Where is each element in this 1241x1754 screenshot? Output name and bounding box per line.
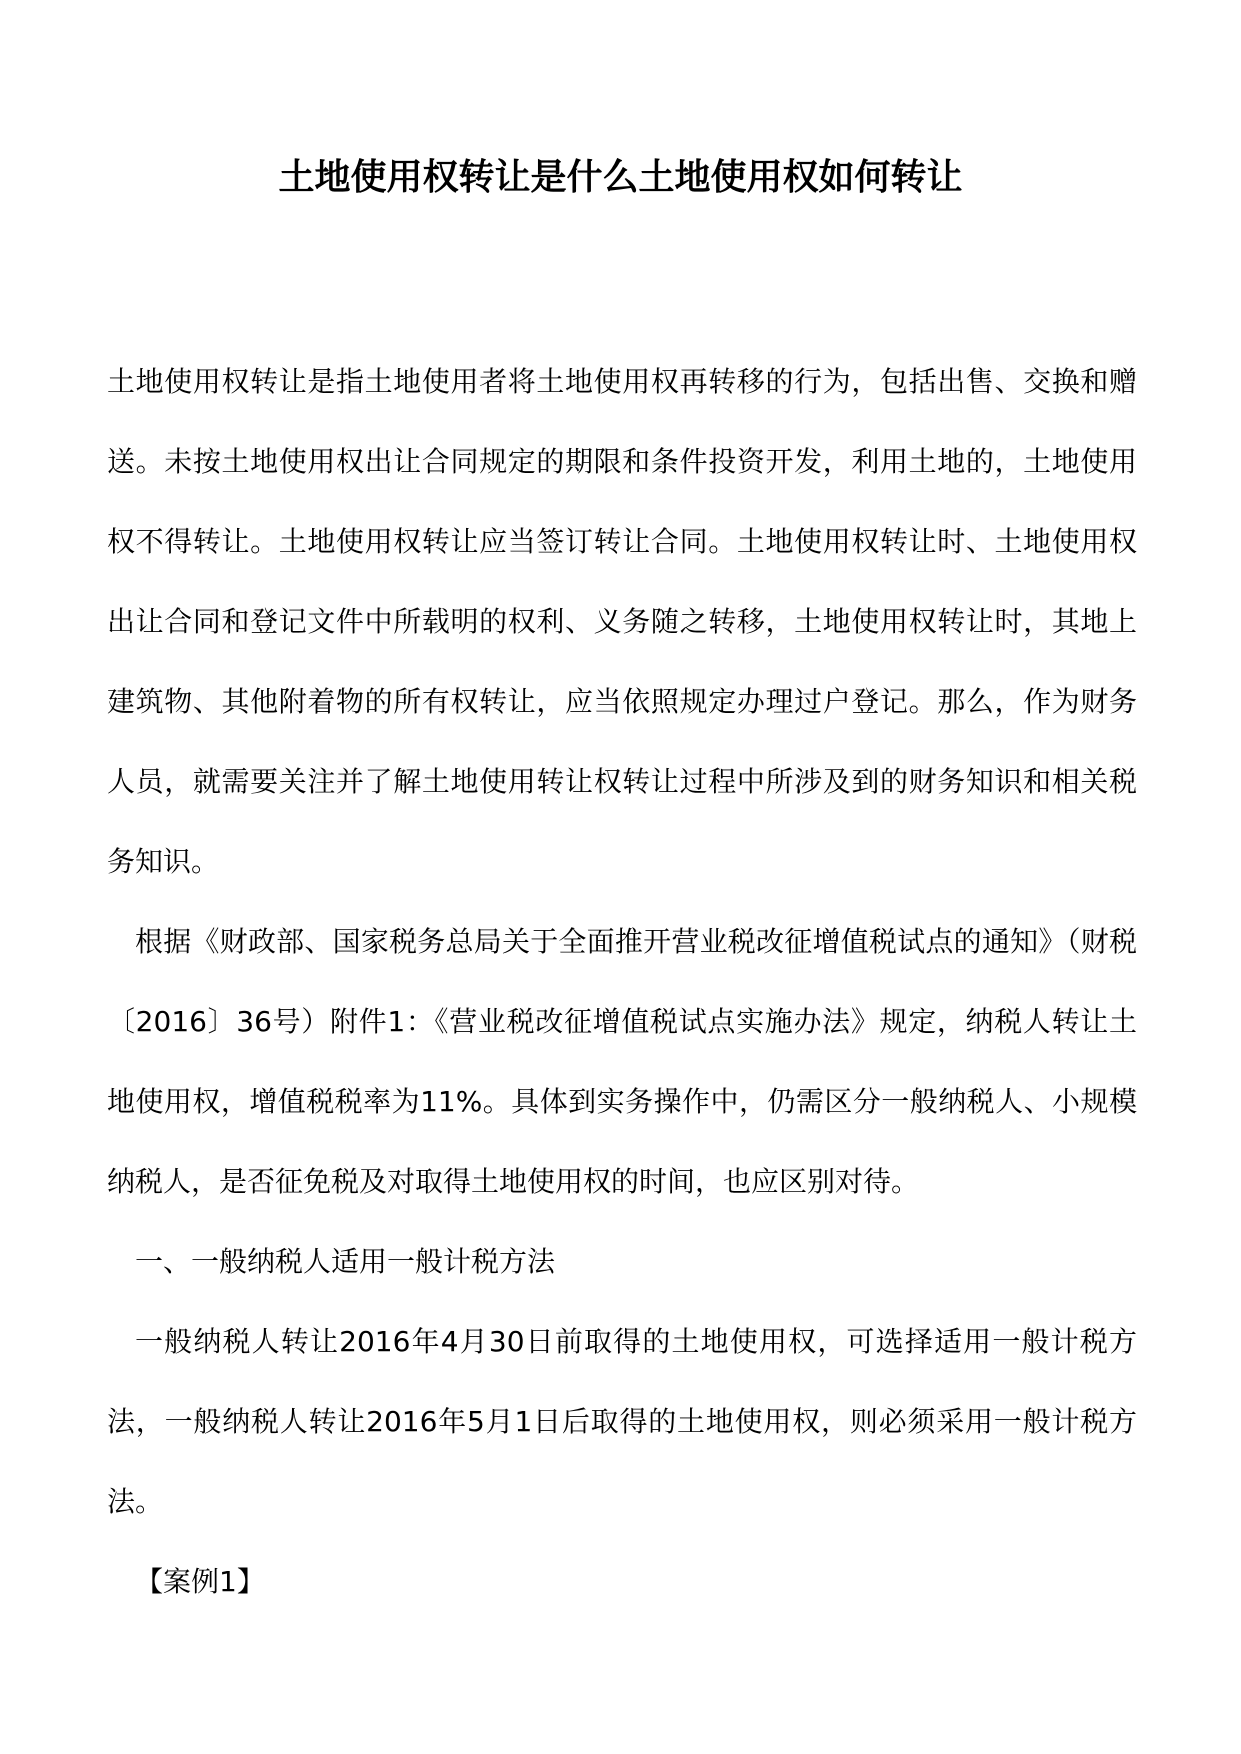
- document-title: 土地使用权转让是什么土地使用权如何转让: [278, 157, 963, 198]
- paragraph-tax-rate: 根据《财政部、国家税务总局关于全面推开营业税改征增值税试点的通知》（财税〔2016〕36号）附件1：《营业税改征增值税试点实施办法》规定，纳税人转让土地使用权，增值税税率为11%。具体到实务操作中，仍需区分一般纳税人、小规模纳税人，是否征免税及对取得土地使用权的时间，也应区别对待。: [107, 925, 1137, 1198]
- paragraph-general-method: 一般纳税人转让2016年4月30日前取得的土地使用权，可选择适用一般计税方法，一般纳税人转让2016年5月1日后取得的土地使用权，则必须采用一般计税方法。: [107, 1325, 1137, 1518]
- section-heading-general-taxpayer: 一、一般纳税人适用一般计税方法: [135, 1245, 556, 1278]
- case-label: 【案例1】: [135, 1565, 265, 1598]
- document-body: [107, 342, 1137, 1622]
- paragraph-definition: 土地使用权转让是指土地使用者将土地使用权再转移的行为，包括出售、交换和赠送。未按土地使用权出让合同规定的期限和条件投资开发，利用土地的，土地使用权不得转让。土地使用权转让应当签订转让合同。土地使用权转让时、土地使用权出让合同和登记文件中所载明的权利、义务随之转移，土地使用权转让时，其地上建筑物、其他附着物的所有权转让，应当依照规定办理过户登记。那么，作为财务人员，就需要关注并了解土地使用转让权转让过程中所涉及到的财务知识和相关税务知识。: [107, 365, 1137, 878]
